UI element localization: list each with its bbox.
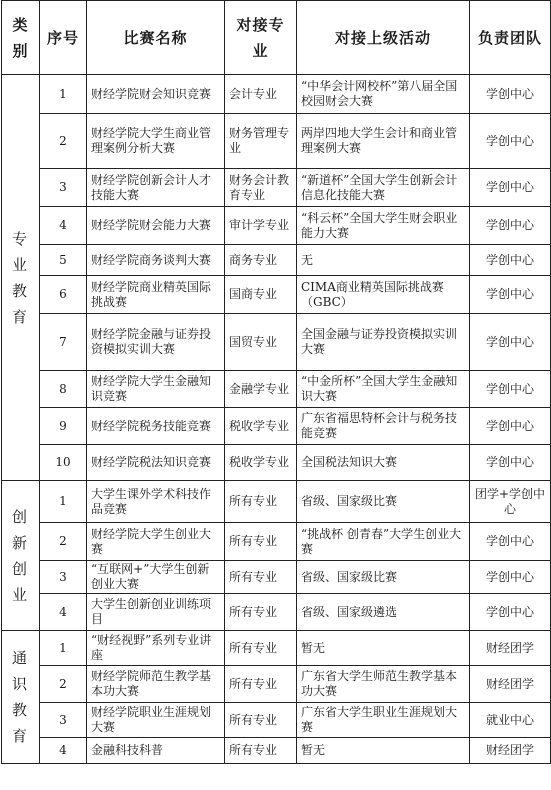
team-cell: 学创中心 [470, 114, 551, 169]
header-category: 类别 [2, 1, 40, 75]
seq-cell: 6 [40, 276, 87, 314]
major-cell: 税收学专业 [225, 445, 297, 481]
team-cell: 学创中心 [470, 276, 551, 314]
major-cell: 商务专业 [225, 245, 297, 276]
major-cell: 所有专业 [225, 561, 297, 594]
activity-cell: 省级、国家级遴选 [297, 594, 470, 631]
table-row [2, 481, 551, 523]
team-cell: 就业中心 [470, 703, 551, 738]
header-name: 比赛名称 [87, 1, 225, 75]
major-cell: 所有专业 [225, 631, 297, 666]
activity-cell: 暂无 [297, 631, 470, 666]
major-cell: 所有专业 [225, 523, 297, 561]
activity-cell: 省级、国家级比赛 [297, 481, 470, 523]
major-cell: 所有专业 [225, 666, 297, 703]
team-cell: 财经团学 [470, 631, 551, 666]
seq-cell: 4 [40, 738, 87, 764]
header-team: 负责团队 [470, 1, 551, 75]
team-cell: 学创中心 [470, 523, 551, 561]
name-cell: 财经学院创新会计人才技能大赛 [87, 169, 225, 207]
table-row [2, 561, 551, 594]
name-cell: 财经学院商务谈判大赛 [87, 245, 225, 276]
name-cell: 财经学院大学生金融知识竞赛 [87, 371, 225, 408]
header-row [2, 1, 551, 75]
team-cell: 学创中心 [470, 207, 551, 245]
name-cell: 金融科技科普 [87, 738, 225, 764]
team-cell: 学创中心 [470, 371, 551, 408]
team-cell: 财经团学 [470, 738, 551, 764]
table-row [2, 169, 551, 207]
seq-cell: 4 [40, 594, 87, 631]
major-cell: 会计专业 [225, 75, 297, 114]
major-cell: 所有专业 [225, 481, 297, 523]
major-cell: 所有专业 [225, 738, 297, 764]
activity-cell: 广东省福思特杯会计与税务技能竞赛 [297, 408, 470, 445]
name-cell: 财经学院金融与证券投资模拟实训大赛 [87, 314, 225, 371]
table-row [2, 408, 551, 445]
team-cell: 团学+学创中心 [470, 481, 551, 523]
header-seq: 序号 [40, 1, 87, 75]
header-major: 对接专业 [225, 1, 297, 75]
table-row [2, 445, 551, 481]
name-cell: 财经学院大学生商业管理案例分析大赛 [87, 114, 225, 169]
table-row [2, 703, 551, 738]
activity-cell: 广东省大学生职业生涯规划大赛 [297, 703, 470, 738]
table-row [2, 207, 551, 245]
major-cell: 国贸专业 [225, 314, 297, 371]
name-cell: 大学生创新创业训练项目 [87, 594, 225, 631]
seq-cell: 9 [40, 408, 87, 445]
major-cell: 财务会计教育专业 [225, 169, 297, 207]
seq-cell: 8 [40, 371, 87, 408]
header-activity: 对接上级活动 [297, 1, 470, 75]
seq-cell: 1 [40, 481, 87, 523]
seq-cell: 1 [40, 75, 87, 114]
seq-cell: 4 [40, 207, 87, 245]
team-cell: 学创中心 [470, 75, 551, 114]
team-cell: 学创中心 [470, 245, 551, 276]
name-cell: 财经学院税法知识竞赛 [87, 445, 225, 481]
major-cell: 税收学专业 [225, 408, 297, 445]
activity-cell: “中金所杯”全国大学生金融知识大赛 [297, 371, 470, 408]
table-row [2, 245, 551, 276]
activity-cell: “挑战杯 创青春”大学生创业大赛 [297, 523, 470, 561]
seq-cell: 7 [40, 314, 87, 371]
table-body [2, 75, 551, 764]
table-row [2, 738, 551, 764]
seq-cell: 3 [40, 561, 87, 594]
category-cell: 创新创业 [2, 481, 40, 631]
activity-cell: 全国金融与证券投资模拟实训大赛 [297, 314, 470, 371]
team-cell: 财经团学 [470, 666, 551, 703]
activity-cell: 无 [297, 245, 470, 276]
name-cell: 财经学院师范生教学基本功大赛 [87, 666, 225, 703]
major-cell: 所有专业 [225, 594, 297, 631]
name-cell: 财经学院商业精英国际挑战赛 [87, 276, 225, 314]
table-row [2, 523, 551, 561]
major-cell: 审计学专业 [225, 207, 297, 245]
competition-table [1, 0, 551, 764]
category-cell: 专业教育 [2, 75, 40, 481]
seq-cell: 5 [40, 245, 87, 276]
name-cell: “财经视野”系列专业讲座 [87, 631, 225, 666]
activity-cell: 省级、国家级比赛 [297, 561, 470, 594]
table-row [2, 594, 551, 631]
table-row [2, 371, 551, 408]
major-cell: 财务管理专业 [225, 114, 297, 169]
major-cell: 所有专业 [225, 703, 297, 738]
table-row [2, 75, 551, 114]
activity-cell: 广东省大学生师范生教学基本功大赛 [297, 666, 470, 703]
seq-cell: 2 [40, 114, 87, 169]
seq-cell: 2 [40, 666, 87, 703]
activity-cell: “新道杯”全国大学生创新会计信息化技能大赛 [297, 169, 470, 207]
name-cell: 财经学院大学生创业大赛 [87, 523, 225, 561]
table-row [2, 631, 551, 666]
activity-cell: “中华会计网校杯”第八届全国校园财会大赛 [297, 75, 470, 114]
activity-cell: 两岸四地大学生会计和商业管理案例大赛 [297, 114, 470, 169]
name-cell: “互联网+”大学生创新创业大赛 [87, 561, 225, 594]
team-cell: 学创中心 [470, 445, 551, 481]
category-cell: 通识教育 [2, 631, 40, 764]
name-cell: 大学生课外学术科技作品竞赛 [87, 481, 225, 523]
table-row [2, 666, 551, 703]
name-cell: 财经学院财会能力大赛 [87, 207, 225, 245]
table-row [2, 314, 551, 371]
table-row [2, 276, 551, 314]
team-cell: 学创中心 [470, 314, 551, 371]
activity-cell: 全国税法知识大赛 [297, 445, 470, 481]
seq-cell: 3 [40, 703, 87, 738]
table-row [2, 114, 551, 169]
team-cell: 学创中心 [470, 169, 551, 207]
seq-cell: 3 [40, 169, 87, 207]
major-cell: 金融学专业 [225, 371, 297, 408]
activity-cell: “科云杯”全国大学生财会职业能力大赛 [297, 207, 470, 245]
seq-cell: 10 [40, 445, 87, 481]
team-cell: 学创中心 [470, 594, 551, 631]
major-cell: 国商专业 [225, 276, 297, 314]
name-cell: 财经学院税务技能竞赛 [87, 408, 225, 445]
activity-cell: CIMA商业精英国际挑战赛（GBC） [297, 276, 470, 314]
team-cell: 学创中心 [470, 561, 551, 594]
name-cell: 财经学院财会知识竞赛 [87, 75, 225, 114]
seq-cell: 1 [40, 631, 87, 666]
seq-cell: 2 [40, 523, 87, 561]
team-cell: 学创中心 [470, 408, 551, 445]
name-cell: 财经学院职业生涯规划大赛 [87, 703, 225, 738]
activity-cell: 暂无 [297, 738, 470, 764]
